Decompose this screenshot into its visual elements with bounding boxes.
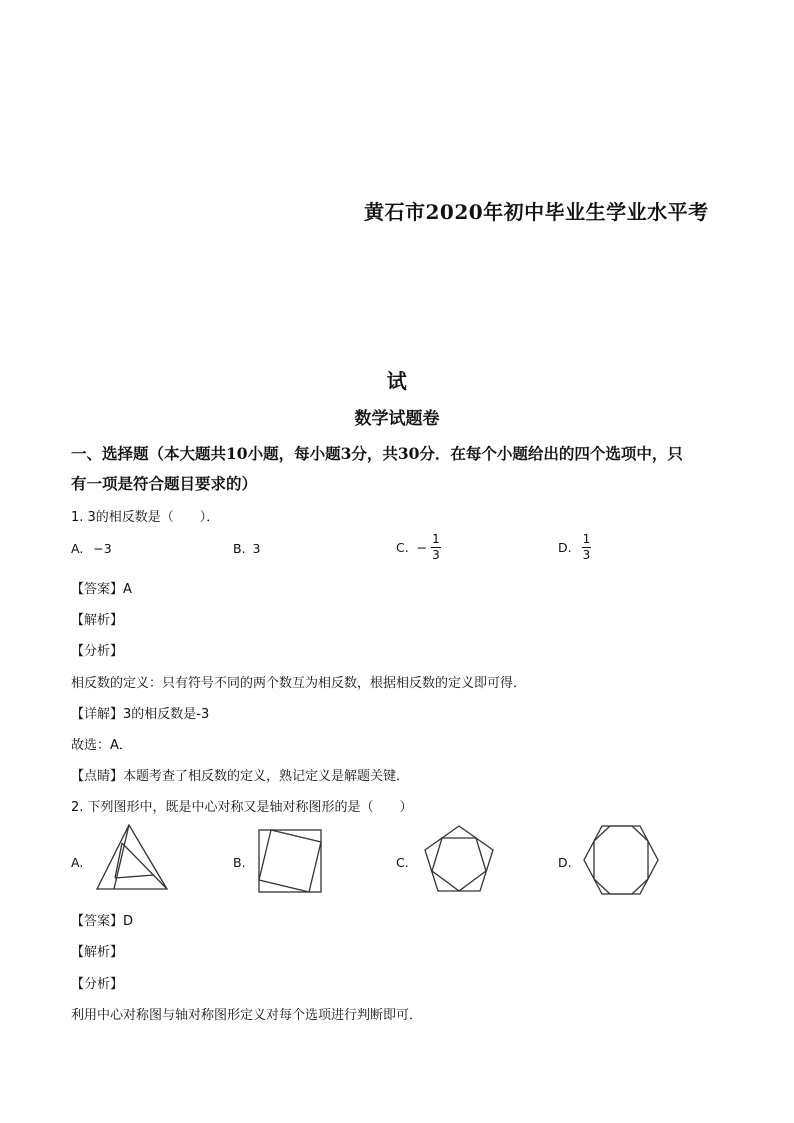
hexagon-icon [582,824,660,896]
section-heading-line2: 有一项是符合题目要求的） [71,474,258,493]
q1-detail: 【详解】3的相反数是-3 [71,707,210,722]
q2-fenxi-text: 利用中心对称图与轴对称图形定义对每个选项进行判断即可． [71,1008,423,1023]
q1-option-c-sign: − [416,540,428,555]
q1-option-b-text: 3 [252,541,261,556]
q2-option-a-label: A. [71,855,84,870]
q1-option-b-label: B. [233,541,246,556]
q1-option-a [71,541,112,556]
section-heading-line1: 一、选择题（本大题共10小题，每小题3分，共30分．在每个小题给出的四个选项中，只 [71,444,683,463]
q1-option-b [233,541,261,556]
q1-answer: 【答案】A [71,582,132,597]
q1-option-d-denominator: 3 [582,548,591,562]
q2-option-b-label: B. [233,855,246,870]
q1-option-a-text: −3 [93,541,112,556]
q1-option-c-denominator: 3 [432,548,440,562]
q1-option-a-label: A. [71,541,84,556]
square-icon [257,828,323,894]
q2-stem: 2. 下列图形中，既是中心对称又是轴对称图形的是（ ） [71,800,413,815]
q1-option-c [396,532,441,563]
q1-option-c-numerator: 1 [432,532,440,546]
q1-option-c-label: C. [396,540,409,555]
q1-fenxi-text: 相反数的定义：只有符号不同的两个数互为相反数，根据相反数的定义即可得． [71,676,527,691]
q2-option-d-label: D. [558,855,572,870]
q1-option-d-numerator: 1 [582,532,591,546]
q1-comment: 【点睛】本题考查了相反数的定义，熟记定义是解题关键． [71,769,410,784]
page-subtitle: 数学试题卷 [354,409,440,429]
q2-option-c-label: C. [396,855,409,870]
q1-stem: 1. 3的相反数是（ ）． [71,510,220,525]
q2-fenxi-label: 【分析】 [71,977,124,992]
q1-option-d [558,532,591,563]
q1-fenxi-label: 【分析】 [71,644,124,659]
q2-answer: 【答案】D [71,914,134,929]
page-title-line2: 试 [386,369,408,393]
q1-option-d-fraction [582,532,592,563]
q1-option-d-label: D. [558,540,572,555]
q2-analysis-label: 【解析】 [71,945,124,960]
triangle-icon [94,823,170,891]
pentagon-icon [422,824,496,894]
q1-option-c-fraction [431,532,441,563]
q1-choose: 故选：A． [71,738,132,753]
q1-analysis-label: 【解析】 [71,613,124,628]
page-title-line1: 黄石市2020年初中毕业生学业水平考 [364,200,709,224]
